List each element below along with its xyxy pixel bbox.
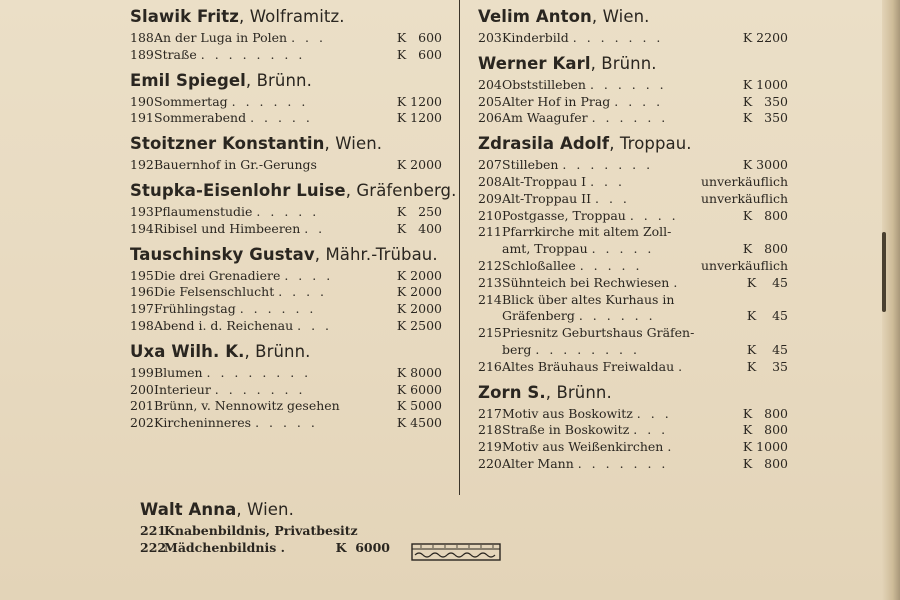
artist-separator: ,: [239, 7, 250, 26]
entry-title-wrap: [154, 382, 393, 399]
entry-title: An der Luga in Polen: [154, 30, 288, 45]
entry-title-wrap: [502, 292, 784, 309]
entry-leader-dots: . . . . .: [591, 241, 655, 257]
entry-price: K 400: [396, 220, 442, 236]
catalog-entry: [130, 284, 442, 301]
artist-name: Emil Spiegel: [130, 70, 246, 90]
entry-price: K 2200: [742, 30, 788, 45]
catalog-entry: [478, 30, 788, 47]
left-column: [130, 0, 457, 432]
entry-title-wrap: [502, 77, 739, 94]
catalog-entry: [478, 422, 788, 439]
entry-number: 208: [478, 173, 502, 189]
entry-leader-dots: . . . . .: [579, 257, 643, 273]
catalog-entry: [140, 523, 390, 540]
entry-number: 213: [478, 274, 502, 290]
artist-section: [130, 7, 442, 64]
entry-number: 202: [130, 415, 154, 431]
catalog-entry: [130, 204, 442, 221]
entry-number: 210: [478, 207, 502, 223]
entry-title: Postgasse, Troppau: [502, 207, 626, 223]
artist-heading: [130, 342, 442, 362]
entry-title-wrap: [502, 30, 739, 47]
artist-separator: ,: [591, 7, 603, 26]
catalog-entry: [130, 415, 442, 432]
artist-city: Troppau.: [619, 134, 692, 154]
entry-title: Abend i. d. Reichenau: [154, 317, 294, 333]
entry-title-wrap: [502, 110, 739, 127]
entry-price: K 600: [396, 30, 442, 45]
artist-heading: [140, 500, 390, 520]
entry-leader-dots: . . . . . .: [578, 308, 656, 324]
entry-price: K 1000: [742, 76, 788, 92]
artist-city: Gräfenberg.: [356, 180, 457, 200]
entry-leader-dots: . . . .: [278, 284, 328, 300]
artist-separator: ,: [244, 341, 256, 361]
entry-title: Knabenbildnis, Privatbesitz: [164, 523, 358, 538]
entry-number: 217: [478, 405, 502, 421]
entry-number: 203: [478, 30, 502, 45]
catalog-entry: [130, 221, 442, 238]
artist-heading: [130, 134, 442, 154]
catalog-entry: [130, 47, 442, 64]
catalog-entry: [478, 275, 788, 292]
entry-price: K 8000: [396, 364, 442, 380]
entry-title: Frühlingstag: [154, 301, 236, 317]
entry-number: 204: [478, 76, 502, 92]
entry-number: 216: [478, 358, 502, 374]
entry-number: 193: [130, 203, 154, 219]
entry-title: Pfarrkirche mit altem Zoll-: [502, 224, 672, 240]
artist-separator: ,: [245, 70, 257, 90]
artist-name: Slawik Fritz: [130, 7, 239, 26]
entry-leader-dots: . . . . . .: [589, 76, 667, 92]
catalog-entry: [478, 77, 788, 94]
entry-price: K 5000: [396, 398, 442, 414]
entry-number: 218: [478, 422, 502, 438]
entry-number: 197: [130, 301, 154, 317]
entry-price: K 2000: [396, 157, 442, 173]
artist-name: Zorn S.: [478, 382, 546, 402]
entry-title-wrap: [502, 208, 739, 225]
artist-section: [130, 245, 442, 335]
entry-title: Kircheninneres: [154, 415, 252, 431]
entry-title-wrap: [154, 30, 393, 47]
entry-price: K 350: [742, 93, 788, 109]
entry-price: unverkäuflich: [701, 190, 788, 206]
entry-number: 188: [130, 30, 154, 45]
artist-city: Brünn.: [256, 70, 312, 90]
artist-heading: [130, 7, 442, 27]
entry-title: Die drei Grenadiere: [154, 267, 281, 283]
entry-price: K 800: [742, 455, 788, 471]
entry-price: K 600: [396, 46, 442, 62]
entry-number: 196: [130, 284, 154, 300]
entry-title-wrap: [154, 365, 393, 382]
entry-title: Ribisel und Himbeeren: [154, 220, 301, 236]
artist-name: Werner Karl: [478, 53, 591, 73]
entry-number: 215: [478, 325, 502, 341]
artist-name: Zdrasila Adolf: [478, 134, 610, 154]
artist-heading: [130, 180, 457, 201]
entry-title: Motiv aus Boskowitz: [502, 405, 633, 421]
right-column: [478, 0, 788, 473]
entry-price: K 35: [746, 358, 788, 374]
entry-title: Bauernhof in Gr.-Gerungs: [154, 157, 317, 173]
entry-price: K 45: [746, 308, 788, 324]
entry-leader-dots: . . . . . . .: [577, 455, 669, 471]
entry-number: 222: [140, 539, 167, 555]
artist-name: Velim Anton: [478, 7, 592, 26]
catalog-entry: [130, 382, 442, 399]
entry-title-wrap: [154, 415, 393, 432]
artist-separator: ,: [324, 134, 336, 154]
wave-frame-icon: [411, 542, 501, 562]
entry-number: 207: [478, 157, 502, 173]
entry-title-wrap: [502, 191, 697, 208]
artist-separator: ,: [545, 382, 557, 402]
walt-section: [140, 500, 390, 557]
entry-leader-dots: . . . .: [614, 93, 664, 109]
entry-title: Alter Hof in Prag: [502, 93, 611, 109]
entry-leader-dots: . . . . .: [250, 110, 313, 126]
entry-title-wrap: [502, 157, 739, 174]
entry-number: 201: [130, 398, 154, 414]
entry-price: K 250: [396, 203, 442, 219]
entry-leader-dots: .: [678, 358, 686, 374]
entry-title: Die Felsenschlucht: [154, 284, 275, 300]
catalog-entry: [130, 157, 442, 174]
entry-title-wrap: [502, 241, 739, 258]
entry-title: Blick über altes Kurhaus in: [502, 291, 675, 307]
catalog-entry: [478, 292, 788, 309]
artist-name: Stoitzner Konstantin: [130, 134, 325, 154]
entry-number: [478, 308, 498, 325]
entry-number: 194: [130, 220, 154, 236]
artist-heading: [478, 54, 788, 74]
entry-number: 219: [478, 439, 502, 455]
entry-leader-dots: . . .: [297, 317, 333, 333]
catalog-entry: [478, 359, 788, 376]
artist-name: Walt Anna: [140, 500, 237, 519]
artist-section: [130, 180, 457, 238]
entry-title-wrap: [154, 94, 393, 111]
entry-leader-dots: . . .: [590, 173, 625, 189]
catalog-entry: [478, 208, 788, 225]
entry-title-wrap: [154, 110, 393, 127]
entry-title-wrap: [154, 47, 393, 64]
entry-title: Priesnitz Geburtshaus Gräfen-: [502, 325, 695, 341]
entry-price: unverkäuflich: [701, 257, 788, 273]
entry-price: K 45: [746, 274, 788, 290]
artist-section: [130, 342, 442, 432]
entry-leader-dots: . . . . .: [255, 415, 318, 431]
catalog-entry: [130, 398, 442, 415]
artist-section: [130, 134, 442, 174]
entry-leader-dots: .: [280, 539, 288, 555]
entry-leader-dots: . . . . . .: [591, 110, 669, 126]
artist-section: [478, 134, 788, 375]
entry-title: Straße in Boskowitz: [502, 422, 630, 438]
entry-number: 199: [130, 364, 154, 380]
artist-city: Brünn.: [556, 382, 612, 402]
entry-leader-dots: . . .: [633, 422, 669, 438]
artist-separator: ,: [609, 134, 620, 154]
page-edge-mark: [882, 232, 886, 312]
entry-title-wrap: [502, 325, 784, 342]
entry-price: K 4500: [396, 415, 442, 431]
entry-number: 205: [478, 93, 502, 109]
catalog-entry: [478, 241, 788, 258]
catalog-entry: [130, 318, 442, 335]
catalog-entry: [478, 439, 788, 456]
entry-title-wrap: [502, 174, 697, 191]
entry-title: Am Waagufer: [502, 110, 588, 126]
entry-leader-dots: . . . . . . .: [572, 30, 664, 45]
entry-number: 221: [140, 523, 167, 538]
entry-price: K 2000: [396, 301, 442, 317]
entry-title-wrap: [502, 94, 739, 111]
entry-leader-dots: . . .: [636, 405, 672, 421]
artist-city: Brünn.: [255, 341, 311, 361]
artist-heading: [478, 134, 788, 154]
catalog-entry: [130, 110, 442, 127]
entry-title: Interieur: [154, 381, 211, 397]
entry-leader-dots: . . . . . .: [231, 93, 309, 109]
entry-number: 198: [130, 317, 154, 333]
entry-price: K 6000: [335, 539, 390, 555]
entry-number: [478, 342, 498, 359]
entry-number: 200: [130, 381, 154, 397]
entry-title-wrap: [502, 342, 743, 359]
artist-heading: [130, 71, 442, 91]
entry-title-wrap: [154, 204, 393, 221]
artist-section: [478, 383, 788, 473]
entry-title: Pflaumenstudie: [154, 203, 253, 219]
entry-title-wrap: [502, 422, 739, 439]
entry-price: K 6000: [396, 381, 442, 397]
catalog-entry: [478, 406, 788, 423]
entry-price: K 3000: [742, 157, 788, 173]
entry-price: K 2000: [396, 284, 442, 300]
catalog-entry: [130, 268, 442, 285]
artist-heading: [130, 245, 442, 265]
entry-price: unverkäuflich: [701, 173, 788, 189]
artist-separator: ,: [314, 244, 326, 264]
entry-title: berg: [502, 341, 532, 357]
catalog-entry: [478, 94, 788, 111]
artist-name: Stupka-Eisenlohr Luise: [130, 180, 346, 200]
catalog-entry: [130, 30, 442, 47]
artist-city: Wolframitz.: [249, 7, 345, 26]
entry-title-wrap: [502, 359, 743, 376]
entry-number: 191: [130, 110, 154, 126]
catalog-entry: [140, 540, 390, 557]
entry-title: amt, Troppau: [502, 241, 588, 257]
entry-title: Brünn, v. Nennowitz gesehen: [154, 398, 340, 414]
entry-leader-dots: .: [667, 439, 675, 455]
catalog-entry: [478, 110, 788, 127]
catalog-entry: [478, 258, 788, 275]
entry-title-wrap: [164, 540, 332, 557]
entry-number: 190: [130, 93, 154, 109]
entry-leader-dots: . .: [304, 220, 326, 236]
entry-title: Sommertag: [154, 93, 228, 109]
entry-number: [478, 241, 498, 258]
entry-title-wrap: [154, 398, 393, 415]
entry-price: K 1200: [396, 93, 442, 109]
entry-leader-dots: . . .: [291, 30, 326, 45]
entry-title: Mädchenbildnis: [164, 539, 277, 555]
entry-title: Gräfenberg: [502, 308, 575, 324]
entry-number: 220: [478, 455, 502, 471]
entry-title-wrap: [154, 221, 393, 238]
catalog-entry: [130, 365, 442, 382]
entry-price: K 800: [742, 241, 788, 257]
entry-number: 211: [478, 224, 502, 240]
artist-section: [130, 71, 442, 128]
entry-leader-dots: . . . . . .: [239, 301, 317, 317]
catalog-entry: [478, 157, 788, 174]
artist-separator: ,: [345, 180, 357, 200]
entry-leader-dots: . . . . . . .: [214, 381, 306, 397]
entry-title: Kinderbild: [502, 30, 569, 45]
entry-number: 189: [130, 46, 154, 62]
entry-number: 192: [130, 157, 154, 173]
entry-number: 212: [478, 257, 502, 273]
column-divider: [459, 0, 460, 495]
artist-city: Wien.: [335, 134, 383, 154]
catalog-entry: [478, 308, 788, 325]
entry-number: 214: [478, 291, 502, 307]
catalog-entry: [478, 224, 788, 241]
entry-title-wrap: [502, 439, 739, 456]
artist-city: Wien.: [602, 7, 650, 26]
artist-city: Wien.: [247, 500, 294, 519]
entry-price: K 1200: [396, 110, 442, 126]
entry-leader-dots: . . . . . . .: [562, 157, 654, 173]
entry-title-wrap: [502, 456, 739, 473]
entry-price: K 1000: [742, 439, 788, 455]
artist-city: Brünn.: [601, 53, 657, 73]
entry-title: Motiv aus Weißenkirchen: [502, 439, 664, 455]
entry-number: 206: [478, 110, 502, 126]
catalog-entry: [478, 325, 788, 342]
catalog-entry: [478, 174, 788, 191]
entry-leader-dots: . . . . .: [256, 203, 320, 219]
entry-title: Alter Mann: [502, 455, 574, 471]
entry-number: 195: [130, 267, 154, 283]
entry-leader-dots: .: [673, 274, 681, 290]
entry-title: Sommerabend: [154, 110, 247, 126]
entry-number: 209: [478, 190, 502, 206]
artist-separator: ,: [590, 53, 602, 73]
catalog-entry: [478, 342, 788, 359]
entry-title-wrap: [502, 258, 697, 275]
entry-title-wrap: [154, 284, 393, 301]
entry-price: K 45: [746, 341, 788, 357]
entry-price: K 2500: [396, 317, 442, 333]
entry-leader-dots: . . .: [595, 190, 630, 206]
entry-title: Stilleben: [502, 157, 559, 173]
entry-title: Schloßallee: [502, 257, 576, 273]
artist-separator: ,: [236, 500, 248, 519]
entry-leader-dots: . . . .: [284, 267, 334, 283]
catalog-entry: [130, 301, 442, 318]
entry-title: Obststilleben: [502, 76, 586, 92]
entry-leader-dots: . . . . . . . .: [200, 46, 306, 62]
entry-title-wrap: [154, 268, 393, 285]
entry-price: K 2000: [396, 267, 442, 283]
entry-price: K 800: [742, 422, 788, 438]
entry-title-wrap: [154, 157, 393, 174]
entry-title-wrap: [164, 523, 386, 540]
entry-title: Blumen: [154, 364, 203, 380]
catalog-entry: [478, 191, 788, 208]
entry-title: Sühnteich bei Rechwiesen: [502, 274, 670, 290]
entry-title-wrap: [502, 308, 743, 325]
catalog-entry: [130, 94, 442, 111]
entry-price: K 800: [742, 405, 788, 421]
artist-name: Tauschinsky Gustav: [130, 244, 315, 264]
entry-title-wrap: [154, 318, 393, 335]
walt-entries: [140, 523, 390, 557]
entry-leader-dots: . . . . . . . .: [206, 364, 312, 380]
entry-price: K 350: [742, 110, 788, 126]
entry-title: Alt-Troppau II: [502, 190, 592, 206]
catalog-entry: [478, 456, 788, 473]
artist-heading: [478, 383, 788, 403]
artist-city: Mähr.-Trübau.: [325, 244, 438, 264]
entry-title-wrap: [502, 406, 739, 423]
entry-title: Alt-Troppau I: [502, 173, 587, 189]
entry-title-wrap: [502, 224, 784, 241]
entry-title: Altes Bräuhaus Freiwaldau: [502, 358, 675, 374]
artist-heading: [478, 7, 788, 27]
entry-title-wrap: [502, 275, 743, 292]
entry-price: K 800: [742, 207, 788, 223]
entry-title-wrap: [154, 301, 393, 318]
entry-title: Straße: [154, 46, 197, 62]
artist-section: [478, 7, 788, 47]
artist-section: [478, 54, 788, 127]
entry-leader-dots: . . . .: [629, 207, 679, 223]
artist-name: Uxa Wilh. K.: [130, 341, 245, 361]
entry-leader-dots: . . . . . . . .: [535, 341, 640, 357]
